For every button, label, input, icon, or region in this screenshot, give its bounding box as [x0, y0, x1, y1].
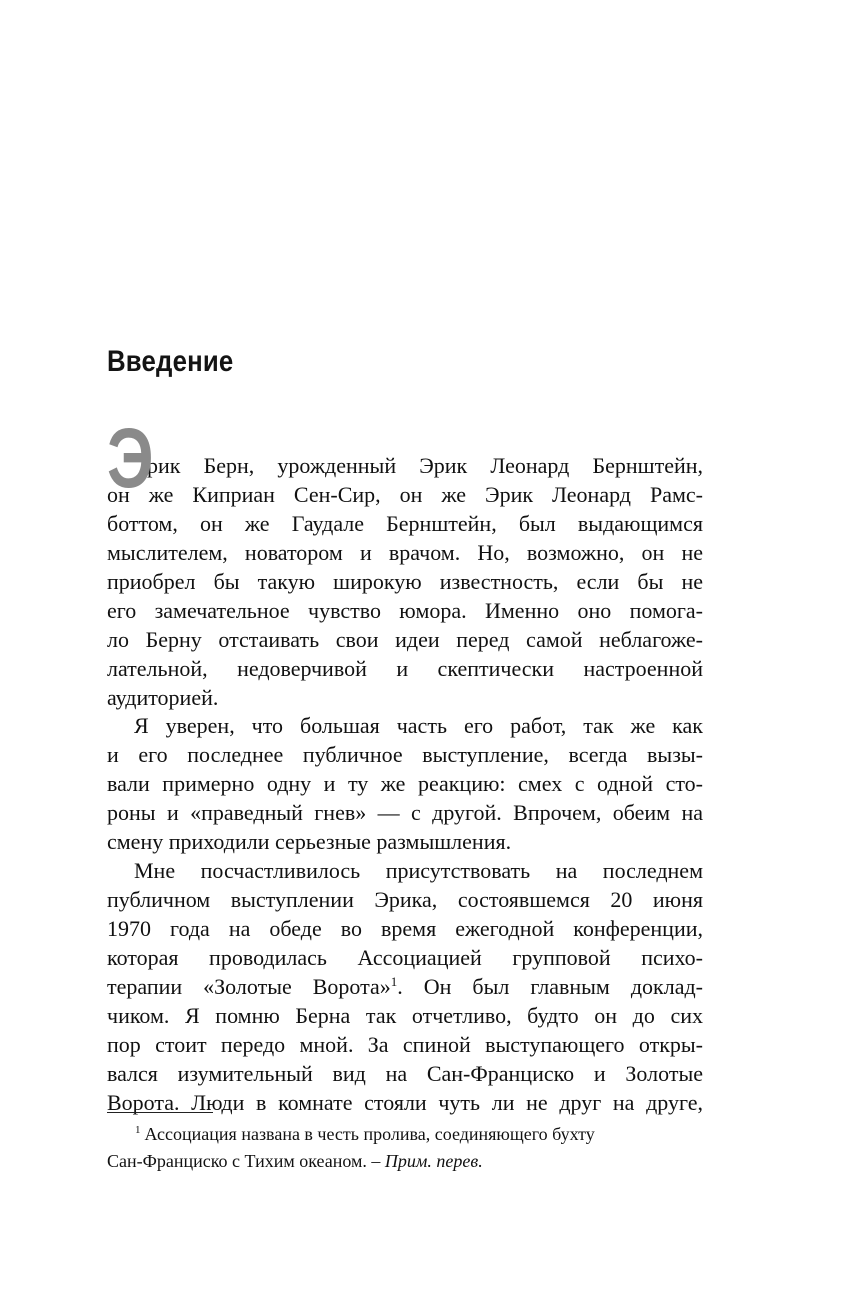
chapter-heading: Введение: [107, 345, 234, 378]
text-line: он же Киприан Сен-Сир, он же Эрик Леонард Рамс-: [107, 481, 703, 507]
footnote-text: Ассоциация названа в честь пролива, соединяющего бухту: [144, 1124, 595, 1144]
text-line-with-footnote-ref: [107, 973, 703, 1002]
footnote-line-1: [107, 1121, 703, 1148]
text-line: его замечательное чувство юмора. Именно оно помога-: [107, 597, 703, 623]
footnote-line-2: [107, 1148, 703, 1175]
text-line: смену приходили серьезные размышления.: [107, 829, 512, 855]
text-line: вали примерно одну и ту же реакцию: смех с одной сто-: [107, 771, 703, 797]
text-line: лательной, недоверчивой и скептически настроенной: [107, 655, 703, 681]
text-line: Я уверен, что большая часть его работ, так же как: [134, 713, 703, 739]
text-line: которая проводилась Ассоциацией групповой психо-: [107, 944, 703, 970]
footnote-separator: [107, 1112, 213, 1113]
translator-note: Прим. перев.: [384, 1151, 483, 1171]
drop-cap: Э: [107, 411, 154, 505]
text-line: Ворота. Люди в комнате стояли чуть ли не друг на друге,: [107, 1089, 703, 1115]
footnote: [107, 1121, 703, 1175]
text-line: публичном выступлении Эрика, состоявшемся 20 июня: [107, 887, 703, 913]
text-line: аудиторией.: [107, 684, 219, 710]
text-line: приобрел бы такую широкую известность, если бы не: [107, 568, 703, 594]
first-line-text: рик Берн, урожденный Эрик Леонард Бернштейн,: [147, 453, 703, 478]
text-line: чиком. Я помню Берна так отчетливо, будто он до сих: [107, 1002, 703, 1028]
text-line: Мне посчастливилось присутствовать на последнем: [134, 858, 703, 884]
text-segment: терапии «Золотые Ворота»: [107, 973, 391, 999]
text-line: мыслителем, новатором и врачом. Но, возможно, он не: [107, 539, 703, 565]
text-line: боттом, он же Гаудале Бернштейн, был выдающимся: [107, 510, 703, 536]
text-line: и его последнее публичное выступление, всегда вызы-: [107, 742, 703, 768]
body-text: [107, 411, 703, 1118]
text-line: роны и «праведный гнев» — с другой. Впрочем, обеим на: [107, 800, 703, 826]
text-line: пор стоит передо мной. За спиной выступающего откры-: [107, 1031, 703, 1057]
text-line: 1970 года на обеде во время ежегодной конференции,: [107, 916, 703, 941]
text-line: ло Берну отстаивать свои идеи перед самой неблагоже-: [107, 626, 703, 652]
footnote-text: Сан-Франциско с Тихим океаном. –: [107, 1151, 385, 1171]
text-line: вался изумительный вид на Сан-Франциско и Золотые: [107, 1060, 703, 1086]
footnote-reference[interactable]: 1: [390, 973, 398, 989]
footnote-mark: 1: [135, 1124, 141, 1136]
text-segment: . Он был главным доклад-: [397, 973, 703, 999]
